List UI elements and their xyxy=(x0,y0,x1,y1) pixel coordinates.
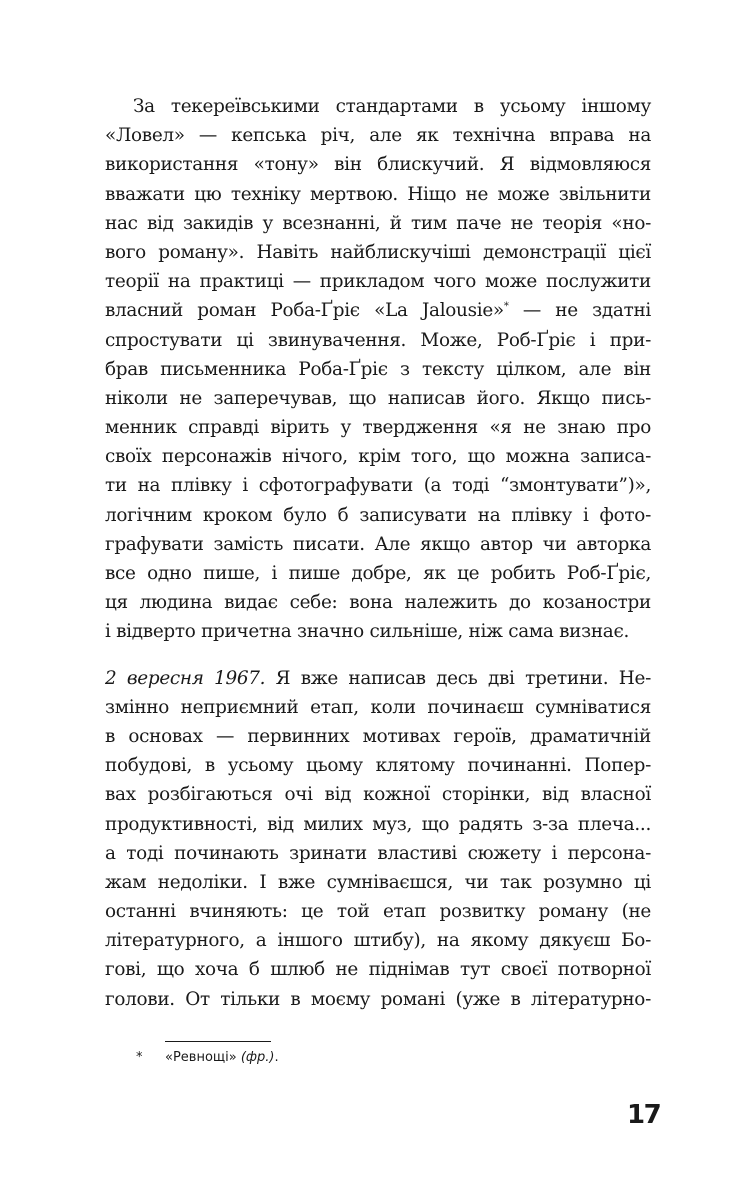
text-line: вого роману». Навіть найблискучіші демонстрації цієї xyxy=(105,241,651,263)
text-line: менник справді вірить у твердження «я не знаю про xyxy=(105,417,651,439)
text-line: вах розбігаються очі від кожної сторінки, від власної xyxy=(105,784,651,806)
page-body xyxy=(105,92,651,1014)
footnote-text: «Ревнощі» xyxy=(165,1050,237,1065)
text-line-with-date xyxy=(105,664,651,693)
text-line: використання «тону» він блискучий. Я відмовляюся xyxy=(105,154,651,176)
text-line: останні вчиняють: це той етап розвитку роману (не xyxy=(105,901,651,923)
paragraph-1 xyxy=(105,92,651,647)
text-segment: власний роман Роба-Ґріє «La Jalousie» xyxy=(105,300,504,322)
footnote xyxy=(136,1048,279,1068)
text-line: вважати цю техніку мертвою. Ніщо не може звільнити xyxy=(105,183,651,205)
text-line: теорії на практиці — прикладом чого може послужити xyxy=(105,271,651,293)
footnote-end: . xyxy=(274,1050,279,1065)
footnote-divider xyxy=(165,1041,271,1042)
text-line-with-footnote-ref xyxy=(105,296,651,325)
footnote-reference: * xyxy=(503,301,509,313)
text-line: літературного, а іншого штибу), на якому дякуєш Бо- xyxy=(105,930,651,952)
text-line: продуктивності, від милих муз, що радять з-за плеча... xyxy=(105,813,651,835)
text-line: все одно пише, і пише добре, як це робить Роб-Ґріє, xyxy=(105,563,651,584)
text-line: побудові, в усьому цьому клятому починанні. Попер- xyxy=(105,755,651,777)
text-line: своїх персонажів нічого, крім того, що можна записа- xyxy=(105,446,651,468)
text-line: брав письменника Роба-Ґріє з тексту цілком, але він xyxy=(105,358,651,380)
text-line: нас від закидів у всезнанні, й тим паче не теорія «но- xyxy=(105,212,651,234)
text-line: логічним кроком було б записувати на плівку і фото- xyxy=(105,504,651,526)
text-line: і відверто причетна значно сильніше, ніж сама визнає. xyxy=(105,621,630,643)
text-segment: — не здатні xyxy=(508,300,651,322)
paragraph-2 xyxy=(105,664,651,1014)
text-line: ніколи не заперечував, що написав його. Якщо пись- xyxy=(105,387,651,409)
text-line: голови. От тільки в моєму романі (уже в літературно- xyxy=(105,988,651,1010)
text-line: змінно неприємний етап, коли починаєш сумніватися xyxy=(105,696,651,718)
footnote-language-abbr: (фр.) xyxy=(240,1050,275,1065)
text-line: «Ловел» — кепська річ, але як технічна вправа на xyxy=(105,125,651,147)
text-line: За текереївськими стандартами в усьому іншому xyxy=(133,96,651,117)
text-line: ти на плівку і сфотографувати (а тоді “змонтувати”)», xyxy=(105,475,651,497)
text-segment: Я вже написав десь дві третини. Не- xyxy=(265,667,651,689)
text-line: ця людина видає себе: вона належить до козаностри xyxy=(105,592,651,614)
text-line: а тоді починають зринати властиві сюжету і персона- xyxy=(105,842,651,864)
text-line: графувати замість писати. Але якщо автор чи авторка xyxy=(105,533,651,555)
diary-date: 2 вересня 1967. xyxy=(105,667,266,689)
text-line: гові, що хоча б шлюб не піднімав тут своєї потворної xyxy=(105,959,651,981)
page-number: 17 xyxy=(627,1100,661,1130)
text-line: спростувати ці звинувачення. Може, Роб-Ґріє і при- xyxy=(105,329,651,351)
footnote-mark: * xyxy=(136,1050,143,1065)
text-line: в основах — первинних мотивах героїв, драматичній xyxy=(105,725,651,747)
text-line: жам недоліки. І вже сумніваєшся, чи так розумно ці xyxy=(105,871,651,893)
